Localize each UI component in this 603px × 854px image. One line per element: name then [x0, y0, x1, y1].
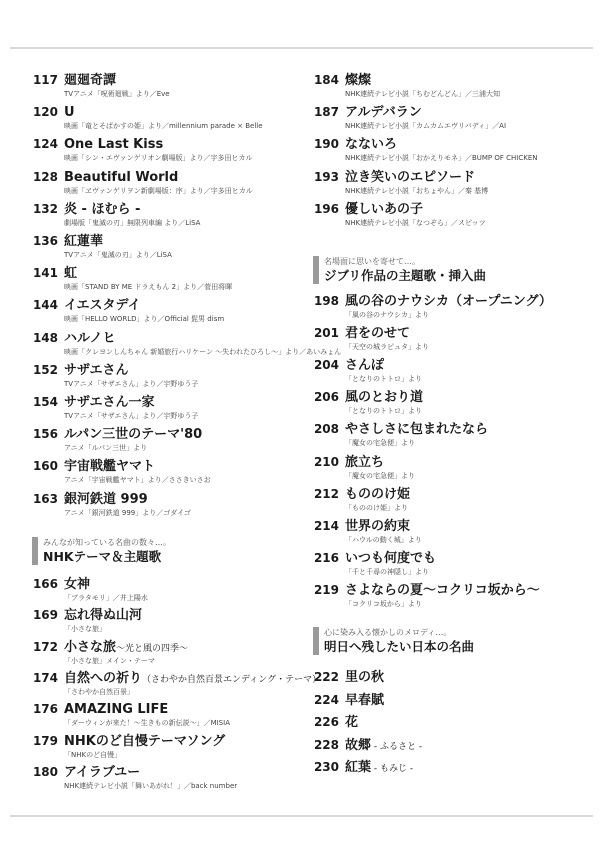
page-number: 163	[32, 491, 58, 506]
song-title-text: 君をのせて	[345, 326, 411, 342]
song-title-text: Beautiful World	[64, 169, 179, 185]
song-title	[345, 325, 410, 342]
page-number: 141	[32, 266, 58, 281]
song-title-text: なないろ	[345, 137, 398, 153]
song-title	[64, 201, 140, 218]
song-title-text: AMAZING LIFE	[64, 702, 169, 718]
song-subtitle: - もみじ -	[371, 764, 414, 774]
song-title-text: 花	[345, 715, 359, 730]
bottom-rule	[10, 815, 593, 817]
page-number: 204	[313, 358, 339, 373]
song-source-note: 「ブラタモリ」／井上陽水	[64, 594, 148, 602]
song-title-text: サザエさん	[64, 362, 129, 378]
section-bar	[313, 627, 319, 655]
song-subtitle: （さわやか自然百景エンディング・テーマ）	[142, 674, 322, 685]
page-number: 120	[32, 105, 58, 120]
song-source-note: 「小さな旅」	[64, 625, 106, 634]
song-source-note: TVアニメ「サザエさん」より／宇野ゆう子	[64, 379, 199, 388]
song-title	[345, 486, 410, 503]
page-number: 210	[313, 454, 339, 469]
song-title	[345, 421, 488, 438]
page-number: 154	[32, 395, 58, 409]
song-title-text: U	[64, 105, 75, 121]
song-subtitle: - ふるさと -	[371, 741, 423, 752]
song-title	[64, 607, 142, 624]
song-source-note: TVアニメ「呪術廻戦」より／Eve	[64, 90, 170, 98]
section-kicker: 心に染み入る懐かしのメロディ…。	[324, 628, 452, 637]
song-title-text: 銀河鉄道 999	[64, 491, 148, 507]
song-source-note: 「さわやか自然百景」	[64, 687, 134, 696]
song-title	[345, 737, 422, 756]
song-title	[64, 362, 128, 379]
page-number: 152	[32, 362, 58, 377]
song-title	[64, 426, 202, 443]
page-number: 174	[32, 670, 58, 685]
section-heading: 明日へ残したい日本の名曲	[324, 639, 475, 654]
page-number: 169	[32, 608, 58, 623]
song-source-note: 劇場版「鬼滅の刃」無限列車編 より／LiSA	[64, 218, 201, 227]
section-bar	[313, 256, 319, 284]
song-title-text: 燦燦	[345, 73, 372, 88]
song-title-text: 泣き笑いのエピソード	[345, 169, 476, 185]
song-title	[345, 582, 540, 599]
song-title-text: 女神	[64, 577, 91, 592]
page-number: 144	[32, 298, 58, 313]
page-number: 208	[313, 422, 339, 437]
top-rule	[10, 47, 593, 49]
song-title-text: ルパン三世のテーマ'80	[64, 427, 203, 443]
song-title	[64, 330, 115, 347]
page-number: 128	[32, 169, 58, 184]
song-title	[345, 201, 423, 218]
song-title	[64, 104, 75, 121]
song-title	[64, 576, 90, 593]
song-source-note: 「小さな旅」メイン・テーマ	[64, 656, 155, 665]
page-number: 160	[32, 459, 58, 474]
song-source-note: 「魔女の宅急便」より	[345, 439, 415, 448]
page-number: 156	[32, 427, 58, 442]
song-source-note: 映画「STAND BY ME ドラえもん 2」より／菅田将暉	[64, 283, 233, 292]
page-number: 206	[313, 390, 339, 405]
song-source-note: 「千と千尋の神隠し」より	[345, 567, 429, 576]
song-source-note: NHK連続テレビ小説「カムカムエヴリバディ」／AI	[345, 122, 507, 131]
page-number: 184	[313, 73, 339, 87]
page-number: 226	[313, 715, 339, 729]
song-title	[345, 136, 397, 153]
song-source-note: 「もののけ姫」より	[345, 503, 408, 512]
song-title	[345, 169, 475, 186]
section-bar	[32, 537, 38, 565]
page-number: 136	[32, 234, 58, 248]
song-title	[64, 733, 225, 750]
song-title	[345, 104, 422, 121]
song-source-note: 映画「ヱヴァンゲリヲン新劇場版：序」より／宇多田ヒカル	[64, 186, 253, 195]
song-source-note: 映画「HELLO WORLD」より／Official 髭男 dism	[64, 315, 225, 324]
page-number: 230	[313, 760, 339, 774]
song-title-text: イエスタデイ	[64, 298, 141, 314]
song-source-note: アニメ「宇宙戦艦ヤマト」より／ささきいさお	[64, 476, 211, 485]
song-title-text: 虹	[64, 266, 78, 282]
song-title-text: 世界の約束	[345, 518, 411, 534]
song-title-text: 風の谷のナウシカ（オープニング）	[345, 294, 552, 309]
song-source-note: 「魔女の宅急便」より	[345, 471, 415, 480]
song-title-text: サザエさん一家	[64, 395, 155, 410]
song-source-note: NHK連続テレビ小説「なつぞら」／スピッツ	[345, 218, 486, 227]
song-title-text: 忘れ得ぬ山河	[64, 608, 143, 624]
song-source-note: アニメ「銀河鉄道 999」より／ゴダイゴ	[64, 508, 191, 517]
song-source-note: NHK連続テレビ小説「ちむどんどん」／三浦大知	[345, 90, 500, 98]
song-title-text: 里の秋	[345, 670, 385, 685]
song-source-note: 「風の谷のナウシカ」より	[345, 311, 429, 319]
song-title	[64, 169, 178, 186]
page-number: 124	[32, 137, 58, 152]
song-title	[64, 72, 116, 89]
page-number: 166	[32, 577, 58, 591]
song-title-text: 宇宙戦艦ヤマト	[64, 459, 156, 475]
song-title-text: 炎 - ほむら -	[64, 201, 141, 217]
song-title	[64, 764, 140, 781]
song-title-text: 自然への祈り	[64, 670, 143, 686]
song-source-note: 映画「竜とそばかすの姫」より／millennium parade × Belle	[64, 122, 263, 131]
song-title	[64, 458, 155, 475]
song-title-text: さんぽ	[345, 358, 385, 374]
song-title	[64, 297, 141, 314]
song-title-text: 早春賦	[345, 692, 385, 708]
page-number: 132	[32, 201, 58, 216]
page-number: 222	[313, 670, 339, 684]
page-number: 148	[32, 330, 58, 345]
song-title-text: ハルノヒ	[64, 330, 116, 346]
song-source-note: NHK連続テレビ小説「舞いあがれ！」／back number	[64, 781, 238, 790]
section-heading: NHKテーマ＆主題歌	[43, 549, 162, 564]
page-number: 212	[313, 486, 339, 501]
song-title	[345, 293, 552, 310]
song-title	[345, 72, 371, 89]
page-number: 198	[313, 294, 339, 308]
song-title	[345, 550, 436, 567]
song-title	[345, 454, 384, 471]
song-source-note: 映画「シン・エヴァンゲリオン劇場版」より／宇多田ヒカル	[64, 154, 253, 163]
page-number: 201	[313, 326, 339, 341]
song-title-text: 紅葉	[345, 760, 372, 775]
song-source-note: TVアニメ「サザエさん」より／宇野ゆう子	[64, 412, 199, 420]
song-title-text: アルデバラン	[345, 105, 422, 121]
page-number: 172	[32, 639, 58, 654]
song-title-text: アイラブユー	[64, 764, 141, 780]
song-title-text: 故郷	[345, 737, 372, 753]
song-source-note: 「となりのトトロ」より	[345, 375, 422, 384]
song-title-text: 小さな旅	[64, 639, 117, 655]
song-title-text: One Last Kiss	[64, 137, 164, 153]
song-title	[345, 669, 384, 686]
song-title	[345, 389, 423, 406]
song-title-text: 廻廻奇譚	[64, 73, 117, 88]
song-title	[64, 136, 163, 153]
page-number: 216	[313, 550, 339, 565]
song-source-note: NHK連続テレビ小説「おちょやん」／秦 基博	[345, 186, 489, 195]
song-source-note: 「NHKのど自慢」	[64, 750, 122, 759]
song-title-text: さよならの夏～コクリコ坂から～	[345, 582, 540, 598]
section-kicker: 名場面に思いを寄せて…。	[324, 257, 420, 266]
page-number: 196	[313, 201, 339, 216]
page-number: 179	[32, 733, 58, 748]
song-title	[64, 701, 168, 718]
page-number: 193	[313, 169, 339, 184]
song-source-note: NHK連続テレビ小説「おかえりモネ」／BUMP OF CHICKEN	[345, 154, 538, 163]
song-source-note: 「となりのトトロ」より	[345, 407, 422, 416]
song-title-text: やさしさに包まれたなら	[345, 422, 489, 438]
song-title-text: 紅蓮華	[64, 234, 104, 249]
song-title	[64, 394, 154, 411]
song-source-note: 映画「クレヨンしんちゃん 新婚旅行ハリケーン ～失われたひろし～」より／あいみょん	[64, 347, 342, 356]
song-source-note: アニメ「ルパン三世」より	[64, 444, 148, 453]
song-title-text: 旅立ち	[345, 454, 385, 470]
song-title	[345, 518, 410, 535]
page-number: 214	[313, 518, 339, 533]
song-source-note: 「ダーウィンが来た！～生きもの新伝説～」／MISIA	[64, 719, 230, 728]
page-number: 180	[32, 764, 58, 779]
page-number: 224	[313, 692, 339, 707]
song-title	[345, 714, 358, 731]
song-title	[345, 692, 384, 709]
song-source-note: 「天空の城ラピュタ」より	[345, 343, 429, 352]
song-title-text: NHKのど自慢テーマソング	[64, 733, 226, 749]
song-title-text: 優しいあの子	[345, 201, 424, 217]
section-heading: ジブリ作品の主題歌・挿入曲	[324, 268, 487, 283]
song-title-text: いつも何度でも	[345, 550, 437, 566]
page-number: 228	[313, 737, 339, 752]
song-title	[64, 491, 148, 508]
song-source-note: TVアニメ「鬼滅の刃」より／LiSA	[64, 251, 172, 259]
page-number: 176	[32, 702, 58, 717]
song-title	[345, 759, 413, 778]
song-title-text: もののけ姫	[345, 486, 411, 502]
page-number: 187	[313, 105, 339, 120]
page-number: 219	[313, 582, 339, 597]
song-title-text: 風のとおり道	[345, 390, 424, 406]
song-subtitle: ～光と風の四季～	[116, 643, 189, 654]
song-source-note: 「ハウルの動く城」より	[345, 535, 422, 544]
song-title	[345, 357, 384, 374]
song-title	[64, 233, 103, 250]
song-source-note: 「コクリコ坂から」より	[345, 599, 422, 608]
page-number: 190	[313, 137, 339, 152]
page-number: 117	[32, 73, 58, 87]
song-title	[64, 265, 77, 282]
section-kicker: みんなが知っている名曲の数々…。	[43, 538, 171, 547]
